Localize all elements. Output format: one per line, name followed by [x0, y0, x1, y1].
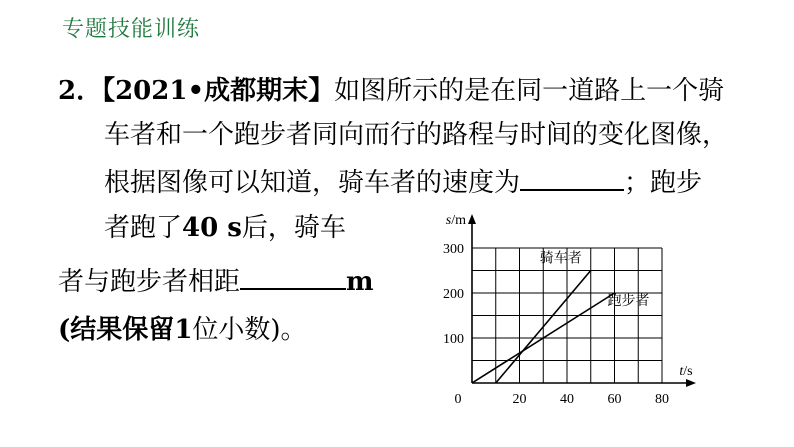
answer-blank-distance[interactable] [240, 264, 346, 290]
question-text-4b: 后，骑车 [241, 213, 346, 243]
y-tick-label: 200 [443, 287, 464, 302]
x-tick-label: 80 [655, 392, 669, 407]
question-text-1: 如图所示的是在同一道路上一个骑 [334, 76, 725, 106]
question-text-6a: (结果保留 [58, 315, 175, 345]
cyclist-label: 骑车者 [539, 251, 582, 267]
question-text-3b: ；跑步 [624, 168, 703, 198]
x-tick-label: 60 [607, 392, 622, 407]
question-line-3 [104, 165, 702, 198]
question-text-5a: 者与跑步者相距 [58, 267, 241, 297]
y-tick-label: 300 [443, 242, 464, 257]
question-precision: 1 [174, 315, 193, 345]
question-line-6 [58, 315, 307, 345]
x-tick-label: 20 [512, 392, 527, 407]
question-line-5 [58, 264, 374, 297]
x-axis-arrow [686, 379, 696, 387]
chart-grid [472, 248, 662, 383]
unit-meter: m [346, 267, 374, 297]
section-header: 专题技能训练 [62, 17, 201, 42]
question-line-1 [58, 76, 724, 106]
answer-blank-speed[interactable] [520, 165, 624, 191]
question-text-4a: 者跑了 [104, 213, 183, 243]
question-text-3a: 根据图像可以知道，骑车者的速度为 [104, 168, 521, 198]
question-line-2 [104, 120, 728, 150]
runner-label: 跑步者 [607, 294, 650, 309]
x-axis-label: t/s [679, 364, 693, 379]
question-time-value: 40 s [182, 213, 242, 243]
question-text-2: 车者和一个跑步者同向而行的路程与时间的变化图像， [104, 120, 729, 150]
y-tick-label: 100 [443, 332, 464, 347]
question-text-6b: 位小数)。 [192, 315, 307, 345]
question-source: 【2021•成都期末】 [102, 76, 335, 106]
question-line-4 [104, 213, 346, 243]
x-tick-label: 40 [560, 392, 574, 407]
distance-time-chart [420, 205, 720, 410]
y-axis-label: s/m [445, 213, 466, 228]
y-axis-arrow [468, 214, 476, 224]
origin-label: 0 [454, 392, 462, 407]
question-number: 2． [58, 76, 103, 106]
